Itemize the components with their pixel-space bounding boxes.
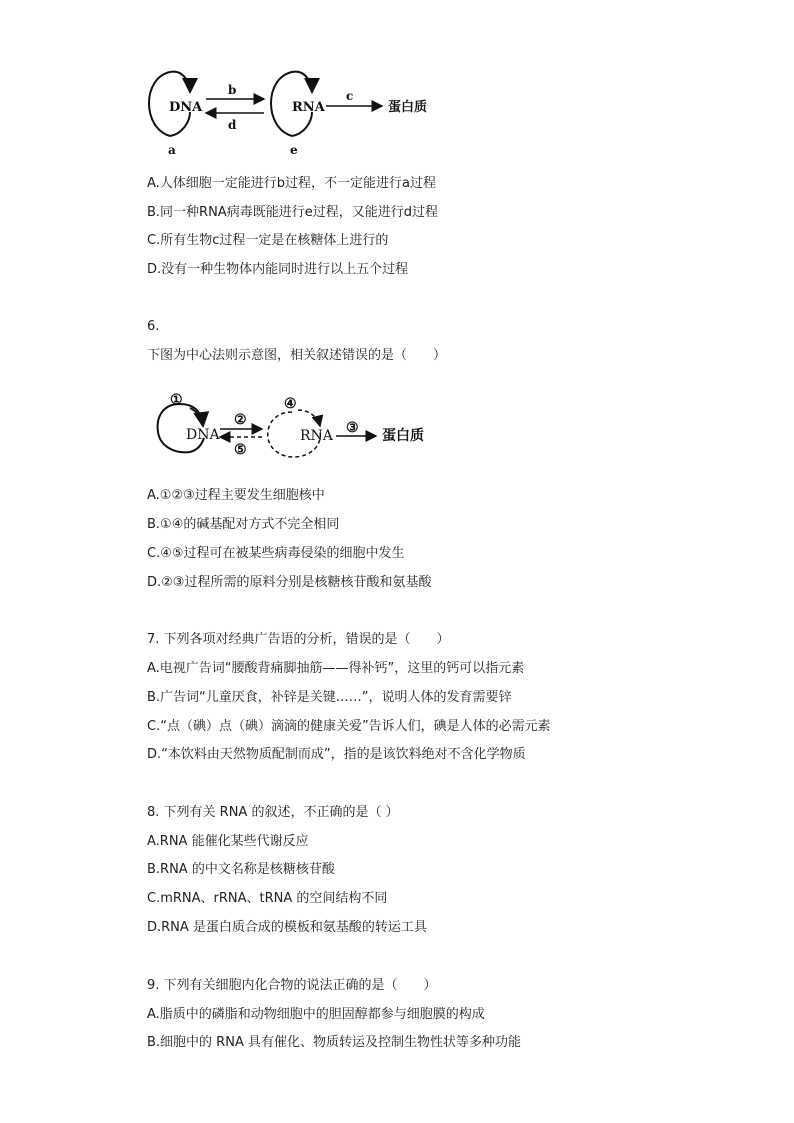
protein-label-2: 蛋白质 <box>382 428 424 444</box>
num-1: ① <box>170 392 183 408</box>
q7-stem: 7. 下列各项对经典广告语的分析，错误的是（ ） <box>147 632 450 647</box>
dna-label: DNA <box>169 100 203 115</box>
q7-option-d: D.“本饮料由天然物质配制而成”，指的是该饮料绝对不含化学物质 <box>147 747 526 762</box>
q6-stem: 下图为中心法则示意图，相关叙述错误的是（ ） <box>147 348 447 363</box>
num-5: ⑤ <box>234 442 247 458</box>
label-c: c <box>346 89 354 103</box>
q9-stem: 9. 下列有关细胞内化合物的说法正确的是（ ） <box>147 978 437 993</box>
q9-option-b: B.细胞中的 RNA 具有催化、物质转运及控制生物性状等多种功能 <box>147 1035 521 1050</box>
q7-option-a: A.电视广告词“腰酸背痛脚抽筋——得补钙”，这里的钙可以指元素 <box>147 661 525 676</box>
q5-option-c: C.所有生物c过程一定是在核糖体上进行的 <box>147 233 389 248</box>
q8-option-a: A.RNA 能催化某些代谢反应 <box>147 834 309 849</box>
num-3: ③ <box>346 420 359 436</box>
q6-number: 6. <box>147 319 160 334</box>
q6-option-b: B.①④的碱基配对方式不完全相同 <box>147 517 340 532</box>
q9-option-a: A.脂质中的磷脂和动物细胞中的胆固醇都参与细胞膜的构成 <box>147 1007 485 1022</box>
q8-option-b: B.RNA 的中文名称是核糖核苷酸 <box>147 862 335 877</box>
num-2: ② <box>234 412 247 428</box>
central-dogma-diagram-1 <box>140 62 440 158</box>
q8-option-d: D.RNA 是蛋白质合成的模板和氨基酸的转运工具 <box>147 920 427 935</box>
label-d: d <box>228 118 237 132</box>
dna-label-2: DNA <box>186 427 220 443</box>
q8-option-c: C.mRNA、rRNA、tRNA 的空间结构不同 <box>147 891 388 906</box>
q8-stem: 8. 下列有关 RNA 的叙述，不正确的是（ ） <box>147 805 399 820</box>
q7-option-b: B.广告词“儿童厌食，补锌是关键……”，说明人体的发育需要锌 <box>147 690 512 705</box>
label-e: e <box>290 143 298 157</box>
q6-option-c: C.④⑤过程可在被某些病毒侵染的细胞中发生 <box>147 546 405 561</box>
num-4: ④ <box>284 396 297 412</box>
central-dogma-diagram-2 <box>150 392 440 464</box>
rna-label: RNA <box>292 100 325 115</box>
protein-label: 蛋白质 <box>388 100 428 115</box>
q6-option-a: A.①②③过程主要发生细胞核中 <box>147 488 325 503</box>
rna-label-2: RNA <box>300 428 333 444</box>
q6-option-d: D.②③过程所需的原料分别是核糖核苷酸和氨基酸 <box>147 575 432 590</box>
label-a: a <box>168 143 176 157</box>
label-b: b <box>228 83 237 97</box>
q5-option-d: D.没有一种生物体内能同时进行以上五个过程 <box>147 262 409 277</box>
q5-option-b: B.同一种RNA病毒既能进行e过程，又能进行d过程 <box>147 205 438 220</box>
q7-option-c: C.“点（碘）点（碘）滴滴的健康关爱”告诉人们，碘是人体的必需元素 <box>147 719 551 734</box>
q5-option-a: A.人体细胞一定能进行b过程，不一定能进行a过程 <box>147 176 437 191</box>
